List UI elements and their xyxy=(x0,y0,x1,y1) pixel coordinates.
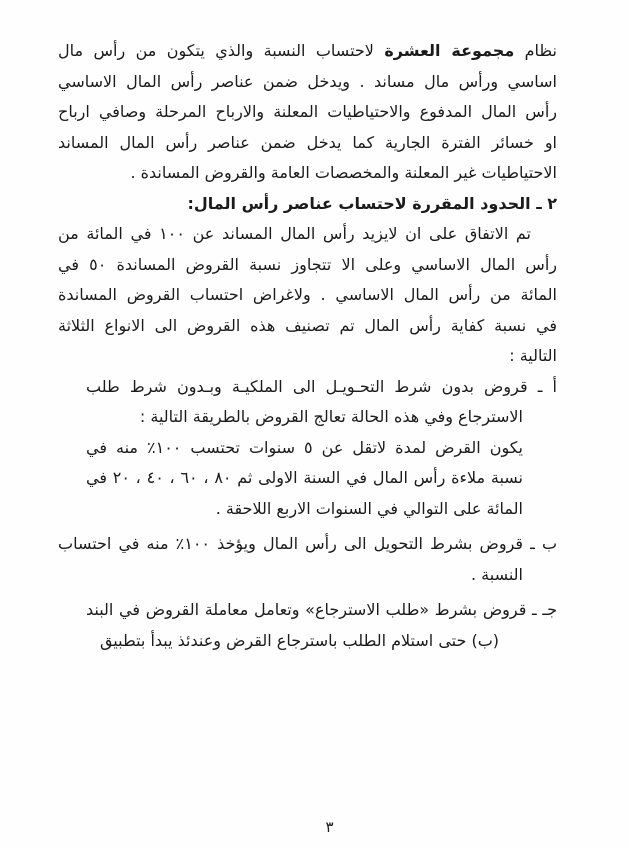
list-item-a-line-1: أ ـ قروض بدون شرط التحـويـل الى الملكيـة وبـدون شرط طلب xyxy=(86,376,557,396)
list-item-c-line-1: جـ ـ قروض بشرط «طلب الاسترجاع» وتعامل معاملة القروض في البند xyxy=(86,600,557,619)
list-item-b-line-2: النسبة . xyxy=(471,564,523,584)
list-item-a-line-2: الاسترجاع وفي هذه الحالة تعالج القروض بالطريقة التالية : xyxy=(139,407,523,426)
intro-line-3: رأس المال المدفوع والاحتياطيات المعلنة والارباح المرحلة وصافي ارباح xyxy=(58,102,557,121)
para-2-line-2: رأس المال الاساسي وعلى الا تتجاوز نسبة القروض المساندة ٥٠ في xyxy=(58,254,557,274)
para-2-line-1: تم الاتفاق على ان لايزيد رأس المال المساند عن ١٠٠ في المائة من xyxy=(58,224,532,243)
para-2-line-3: المائة من رأس المال الاساسي . ولاغراض احتساب القروض المساندة xyxy=(58,285,557,304)
para-2-line-5: التالية : xyxy=(509,346,557,365)
text-block xyxy=(58,36,557,656)
list-item-c-line-2: (ب) حتى استلام الطلب باسترجاع القرض وعندئذ يبدأ بتطبيق xyxy=(99,630,499,650)
intro-line-1-pre: نظام xyxy=(514,41,557,60)
group-of-ten-term: مجموعة العشرة xyxy=(384,41,515,60)
intro-line-1 xyxy=(58,36,557,67)
list-item-a-line-4: نسبة ملاءة رأس المال في السنة الاولى ثم ٨٠ ، ٦٠ ، ٤٠ ، ٢٠ في xyxy=(86,468,524,487)
section-2-heading: ٢ ـ الحدود المقررة لاحتساب عناصر رأس المال: xyxy=(187,193,557,213)
page-number: ٣ xyxy=(325,818,334,836)
intro-line-4: او خسائر الفترة الجارية كما يدخل ضمن عناصر رأس المال المساند xyxy=(58,132,557,152)
list-item-a-line-3: يكون القرض لمدة لاتقل عن ٥ سنوات تحتسب ١٠٠٪ منه في xyxy=(86,437,524,457)
list-item-a-line-5: المائة على التوالي في السنوات الاربع اللاحقة . xyxy=(215,498,523,518)
para-2-line-4: في نسبة كفاية رأس المال تم تصنيف هذه القروض الى الانواع الثلاثة xyxy=(58,315,557,335)
intro-line-1-post: لاحتساب النسبة والذي يتكون من رأس مال xyxy=(58,41,385,60)
list-item-b-line-1: ب ـ قروض بشرط التحويل الى رأس المال ويؤخذ ١٠٠٪ منه في احتساب xyxy=(58,534,558,553)
intro-line-2: اساسي ورأس مال مساند . ويدخل ضمن عناصر رأس المال الاساسي xyxy=(58,71,557,91)
intro-line-5: الاحتياطيات غير المعلنة والمخصصات العامة والقروض المساندة . xyxy=(130,163,557,182)
